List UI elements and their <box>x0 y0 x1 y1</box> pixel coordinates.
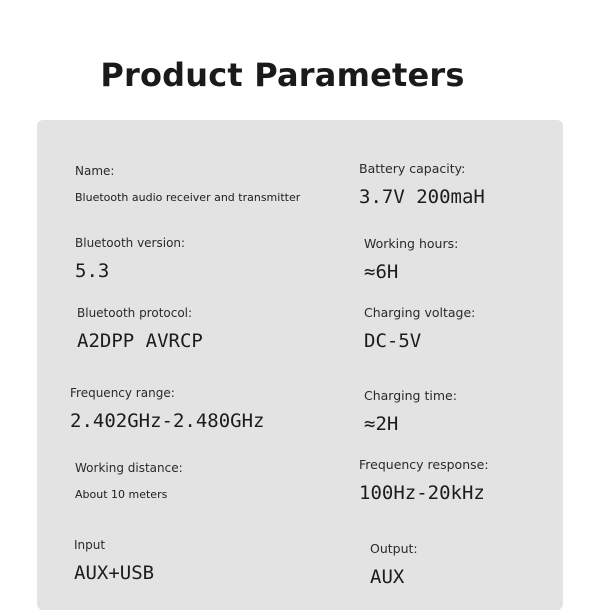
page-title: Product Parameters <box>100 56 465 94</box>
param-bluetooth-protocol <box>77 306 203 352</box>
param-bluetooth-version <box>75 236 185 282</box>
param-value: 2.402GHz-2.480GHz <box>70 410 265 432</box>
param-label: Name: <box>75 164 115 178</box>
param-value: AUX+USB <box>74 562 155 584</box>
param-value: Bluetooth audio receiver and transmitter <box>75 191 301 204</box>
param-value: 5.3 <box>75 260 110 282</box>
param-label: Input <box>74 538 106 552</box>
param-name <box>75 164 300 204</box>
param-label: Bluetooth version: <box>75 236 186 250</box>
param-label: Working hours: <box>364 236 459 251</box>
param-output <box>370 541 418 588</box>
param-value: DC-5V <box>364 330 422 352</box>
param-label: Bluetooth protocol: <box>77 306 193 320</box>
param-charging-voltage <box>364 305 475 352</box>
param-value: ≈2H <box>364 413 399 435</box>
param-frequency-range <box>70 386 264 432</box>
param-label: Charging time: <box>364 388 457 403</box>
param-battery-capacity <box>359 161 485 208</box>
param-label: Working distance: <box>75 461 183 475</box>
param-charging-time <box>364 388 457 435</box>
param-label: Battery capacity: <box>359 161 466 176</box>
param-input <box>74 538 154 584</box>
param-label: Output: <box>370 541 418 556</box>
param-label: Charging voltage: <box>364 305 476 320</box>
param-label: Frequency range: <box>70 386 175 400</box>
param-value: AUX <box>370 566 405 588</box>
param-value: About 10 meters <box>75 488 168 501</box>
param-value: 100Hz-20kHz <box>359 482 485 504</box>
param-value: 3.7V 200maH <box>359 186 485 208</box>
param-value: A2DPP AVRCP <box>77 330 203 352</box>
param-working-distance <box>75 461 183 501</box>
param-frequency-response <box>359 457 489 504</box>
param-label: Frequency response: <box>359 457 489 472</box>
param-working-hours <box>364 236 458 283</box>
param-value: ≈6H <box>364 261 399 283</box>
